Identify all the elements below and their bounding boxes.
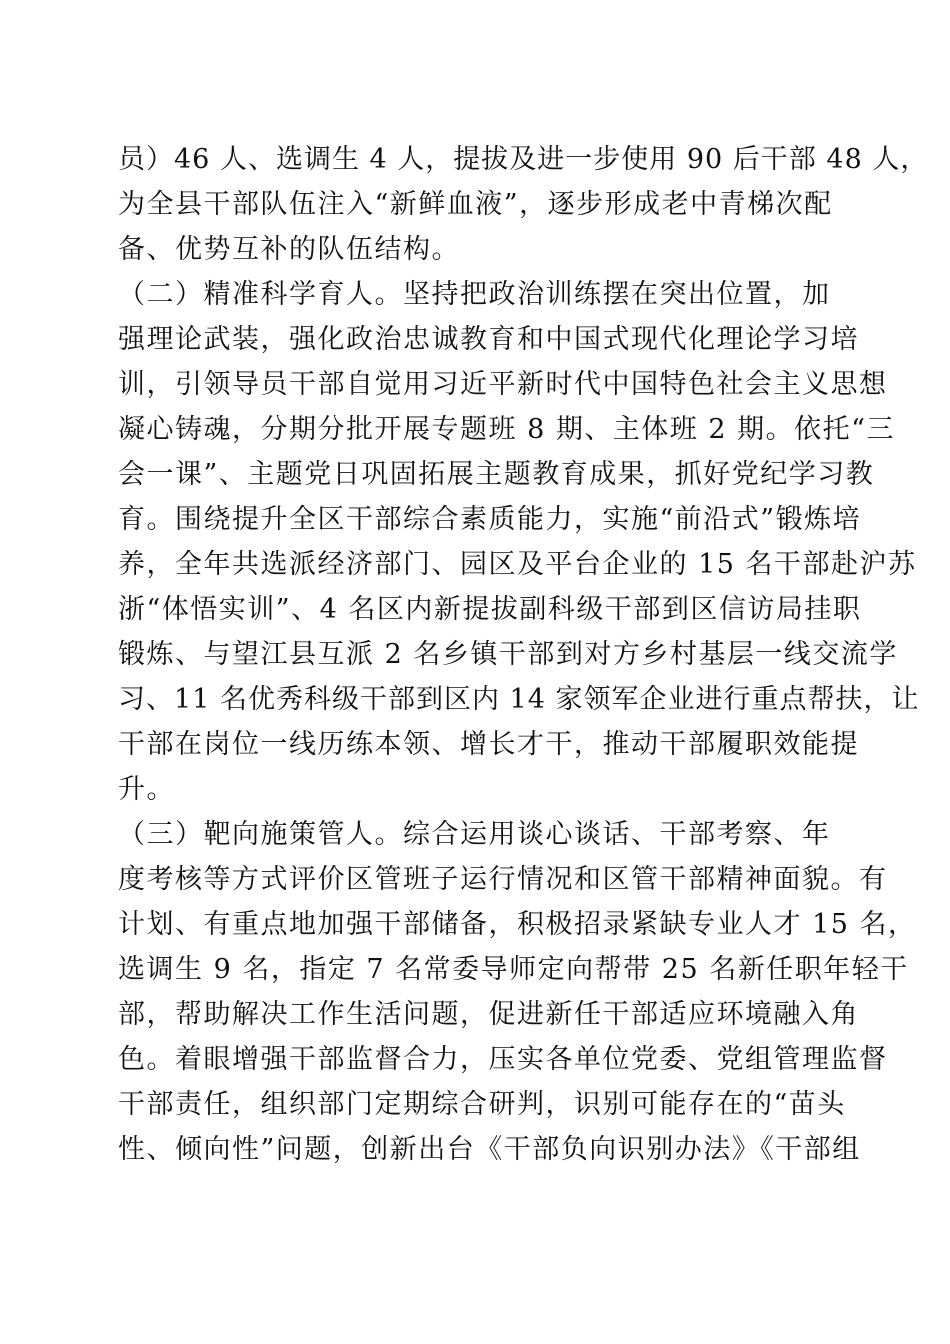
- text-line: 为全县干部队伍注入“新鲜血液”，逐步形成老中青梯次配: [118, 189, 833, 220]
- text-line: 习、11 名优秀科级干部到区内 14 家领军企业进行重点帮扶，让: [118, 684, 920, 715]
- text-line: 会一课”、主题党日巩固拓展主题教育成果，抓好党纪学习教: [118, 459, 875, 490]
- text-line: 干部在岗位一线历练本领、增长才干，推动干部履职效能提: [118, 729, 859, 760]
- text-line: 度考核等方式评价区管班子运行情况和区管干部精神面貌。有: [118, 864, 888, 895]
- text-line: 员）46 人、选调生 4 人，提拔及进一步使用 90 后干部 48 人，: [118, 144, 929, 175]
- text-line: 备、优势互补的队伍结构。: [118, 234, 460, 265]
- text-line: 育。围绕提升全区干部综合素质能力，实施“前沿式”锻炼培: [118, 504, 862, 535]
- text-line: 干部责任，组织部门定期综合研判，识别可能存在的“苗头: [118, 1089, 846, 1120]
- section-heading-line: （三）靶向施策管人。综合运用谈心谈话、干部考察、年: [118, 819, 831, 850]
- text-line: 凝心铸魂，分期分批开展专题班 8 期、主体班 2 期。依托“三: [118, 414, 895, 445]
- section-heading-line: （二）精准科学育人。坚持把政治训练摆在突出位置，加: [118, 279, 831, 310]
- text-line: 锻炼、与望江县互派 2 名乡镇干部到对方乡村基层一线交流学: [118, 639, 898, 670]
- text-line: 升。: [118, 774, 175, 805]
- text-line: 强理论武装，强化政治忠诚教育和中国式现代化理论学习培: [118, 324, 859, 355]
- text-line: 训，引领导员干部自觉用习近平新时代中国特色社会主义思想: [118, 369, 888, 400]
- text-line: 色。着眼增强干部监督合力，压实各单位党委、党组管理监督: [118, 1044, 888, 1075]
- text-line: 养，全年共选派经济部门、园区及平台企业的 15 名干部赴沪苏: [118, 549, 917, 580]
- text-line: 部，帮助解决工作生活问题，促进新任干部适应环境融入角: [118, 999, 859, 1030]
- text-line: 浙“体悟实训”、4 名区内新提拔副科级干部到区信访局挂职: [118, 594, 862, 625]
- text-line: 计划、有重点地加强干部储备，积极招录紧缺专业人才 15 名，: [118, 909, 917, 940]
- text-line: 选调生 9 名，指定 7 名常委导师定向帮带 25 名新任职年轻干: [118, 954, 909, 985]
- text-line: 性、倾向性”问题，创新出台《干部负向识别办法》《干部组: [118, 1134, 861, 1165]
